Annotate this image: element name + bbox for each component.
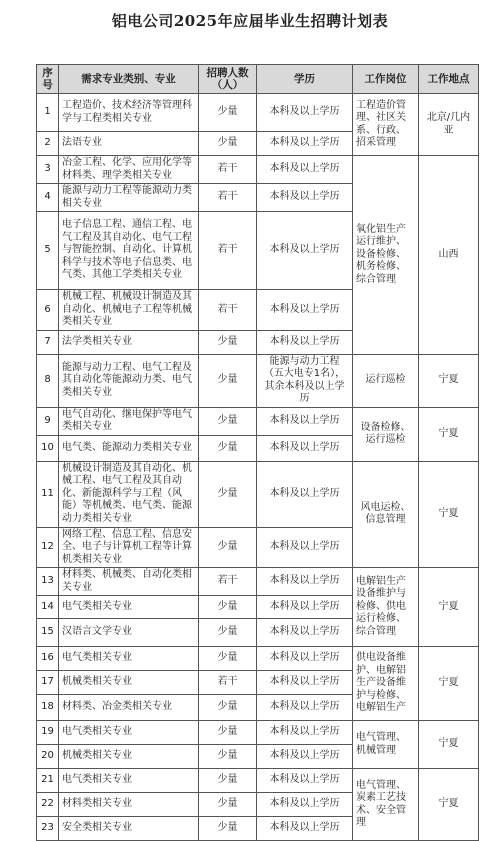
cell-count: 若干 [199,212,257,290]
cell-major: 能源与动力工程等能源动力类相关专业 [59,184,199,212]
cell-seq: 5 [37,212,59,290]
table-row [37,354,479,407]
cell-post: 工程造价管理、社区关系、行政、招采管理 [353,94,419,156]
cell-post: 设备检修、运行巡检 [353,407,419,461]
cell-education: 本科及以上学历 [257,94,353,132]
cell-education: 本科及以上学历 [257,596,353,619]
cell-education: 能源与动力工程（五大电专1名），其余本科及以上学历 [257,354,353,407]
header-post: 工作岗位 [353,65,419,94]
cell-major: 电气类相关专业 [59,769,199,793]
cell-seq: 15 [37,619,59,647]
cell-count: 少量 [199,721,257,745]
cell-count: 若干 [199,156,257,184]
cell-count: 少量 [199,354,257,407]
table-row [37,769,479,793]
cell-education: 本科及以上学历 [257,793,353,817]
cell-seq: 2 [37,132,59,156]
cell-education: 本科及以上学历 [257,212,353,290]
cell-education: 本科及以上学历 [257,184,353,212]
cell-major: 机械设计制造及其自动化、机械工程、电气工程及其自动化、新能源科学与工程（风能）等机械类、电气类、能源动力类相关专业 [59,461,199,527]
cell-education: 本科及以上学历 [257,647,353,671]
cell-post: 运行巡检 [353,354,419,407]
cell-major: 材料类、机械类、自动化类相关专业 [59,568,199,596]
cell-major: 冶金工程、化学、应用化学等材料类、理学类相关专业 [59,156,199,184]
cell-major: 网络工程、信息工程、信息安全、电子与计算机工程等计算机类相关专业 [59,527,199,568]
cell-major: 材料类、冶金类相关专业 [59,695,199,721]
cell-seq: 16 [37,647,59,671]
cell-location: 宁夏 [419,568,479,647]
cell-major: 能源与动力工程、电气工程及其自动化等能源动力类、电气类相关专业 [59,354,199,407]
cell-count: 少量 [199,793,257,817]
cell-education: 本科及以上学历 [257,290,353,331]
cell-location: 宁夏 [419,721,479,769]
cell-major: 材料类相关专业 [59,793,199,817]
cell-education: 本科及以上学历 [257,619,353,647]
cell-post: 电气管理、机械管理 [353,721,419,769]
cell-count: 少量 [199,745,257,769]
cell-seq: 3 [37,156,59,184]
cell-education: 本科及以上学历 [257,527,353,568]
cell-post: 供电设备维护、电解铝生产设备维护与检修、电解铝生产 [353,647,419,721]
header-location: 工作地点 [419,65,479,94]
cell-count: 少量 [199,596,257,619]
cell-major: 机械类相关专业 [59,671,199,695]
cell-education: 本科及以上学历 [257,721,353,745]
cell-seq: 21 [37,769,59,793]
cell-seq: 12 [37,527,59,568]
cell-count: 少量 [199,94,257,132]
cell-major: 汉语言文学专业 [59,619,199,647]
cell-major: 电气类相关专业 [59,647,199,671]
cell-count: 若干 [199,568,257,596]
table-header-row [37,65,479,94]
cell-education: 本科及以上学历 [257,407,353,435]
cell-post: 氧化铝生产运行维护、设备检修、机务检修、综合管理 [353,156,419,355]
cell-seq: 20 [37,745,59,769]
cell-location: 山西 [419,156,479,355]
cell-major: 电气自动化、继电保护等电气类相关专业 [59,407,199,435]
cell-count: 少量 [199,695,257,721]
cell-count: 少量 [199,407,257,435]
cell-major: 机械类相关专业 [59,745,199,769]
table-row [37,156,479,184]
cell-seq: 8 [37,354,59,407]
cell-seq: 1 [37,94,59,132]
cell-education: 本科及以上学历 [257,435,353,461]
header-major: 需求专业类别、专业 [59,65,199,94]
cell-seq: 23 [37,817,59,841]
cell-seq: 19 [37,721,59,745]
cell-count: 少量 [199,132,257,156]
table-row [37,721,479,745]
cell-education: 本科及以上学历 [257,695,353,721]
table-row [37,568,479,596]
cell-seq: 4 [37,184,59,212]
header-count: 招聘人数（人） [199,65,257,94]
cell-location: 北京/几内亚 [419,94,479,156]
cell-count: 少量 [199,461,257,527]
table-row [37,94,479,132]
cell-major: 电子信息工程、通信工程、电气工程及其自动化、电气工程与智能控制、自动化、计算机科学与技术等电子信息类、电气类、其他工学类相关专业 [59,212,199,290]
cell-location: 宁夏 [419,354,479,407]
cell-count: 少量 [199,817,257,841]
cell-seq: 22 [37,793,59,817]
cell-post: 电气管理、炭素工艺技术、安全管理 [353,769,419,841]
cell-location: 宁夏 [419,769,479,841]
cell-education: 本科及以上学历 [257,461,353,527]
cell-education: 本科及以上学历 [257,132,353,156]
cell-count: 若干 [199,671,257,695]
cell-count: 少量 [199,769,257,793]
cell-major: 电气类、能源动力类相关专业 [59,435,199,461]
cell-count: 若干 [199,290,257,331]
header-seq: 序号 [37,65,59,94]
cell-education: 本科及以上学历 [257,745,353,769]
cell-seq: 13 [37,568,59,596]
cell-count: 少量 [199,330,257,354]
cell-post: 电解铝生产设备维护与检修、供电运行检修、综合管理 [353,568,419,647]
cell-location: 宁夏 [419,407,479,461]
cell-location: 宁夏 [419,647,479,721]
cell-education: 本科及以上学历 [257,156,353,184]
cell-seq: 14 [37,596,59,619]
header-education: 学历 [257,65,353,94]
cell-education: 本科及以上学历 [257,817,353,841]
cell-major: 工程造价、技术经济等管理科学与工程类相关专业 [59,94,199,132]
cell-count: 少量 [199,435,257,461]
cell-seq: 7 [37,330,59,354]
table-row [37,407,479,435]
cell-seq: 11 [37,461,59,527]
cell-seq: 17 [37,671,59,695]
table-row [37,461,479,527]
cell-count: 若干 [199,184,257,212]
cell-education: 本科及以上学历 [257,568,353,596]
cell-seq: 10 [37,435,59,461]
cell-location: 宁夏 [419,461,479,568]
cell-education: 本科及以上学历 [257,330,353,354]
cell-count: 少量 [199,619,257,647]
cell-major: 法学类相关专业 [59,330,199,354]
cell-post: 风电运检、信息管理 [353,461,419,568]
cell-major: 安全类相关专业 [59,817,199,841]
cell-major: 电气类相关专业 [59,721,199,745]
cell-major: 电气类相关专业 [59,596,199,619]
cell-seq: 9 [37,407,59,435]
page-title: 铝电公司2025年应届毕业生招聘计划表 [111,12,389,30]
cell-seq: 6 [37,290,59,331]
recruitment-table [36,64,479,841]
cell-major: 法语专业 [59,132,199,156]
cell-count: 少量 [199,527,257,568]
table-row [37,647,479,671]
cell-seq: 18 [37,695,59,721]
cell-major: 机械工程、机械设计制造及其自动化、机械电子工程等机械类相关专业 [59,290,199,331]
cell-count: 少量 [199,647,257,671]
cell-education: 本科及以上学历 [257,671,353,695]
cell-education: 本科及以上学历 [257,769,353,793]
